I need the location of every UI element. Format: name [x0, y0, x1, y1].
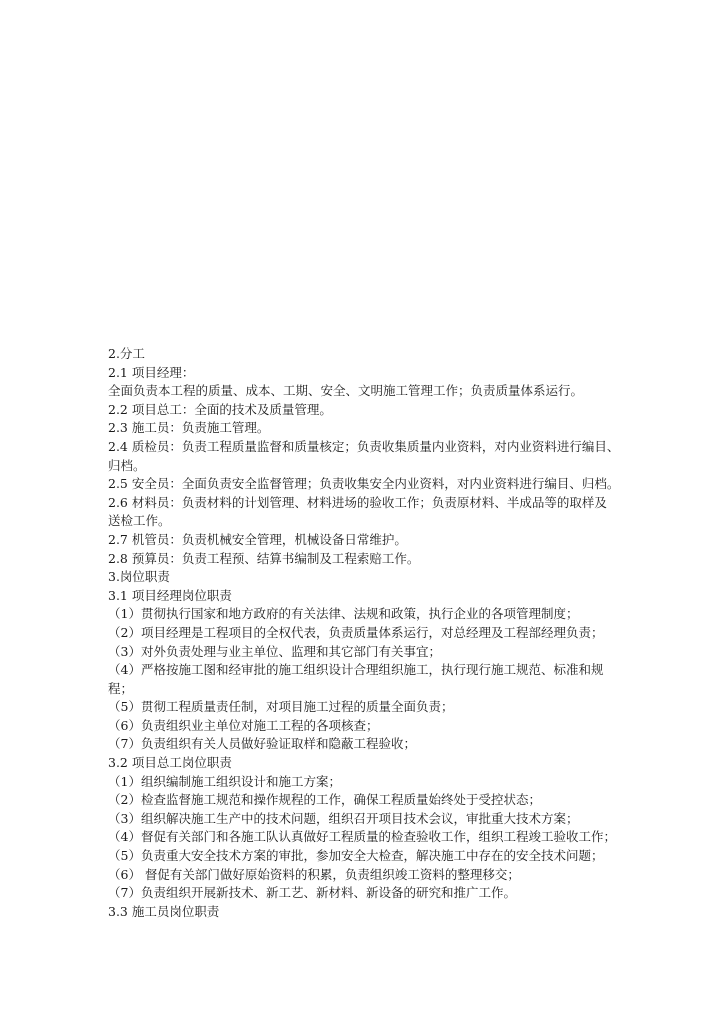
- paragraph-line: 2.8 预算员：负责工程预、结算书编制及工程索赔工作。: [108, 550, 420, 566]
- list-item: （1）贯彻执行国家和地方政府的有关法律、法规和政策，执行企业的各项管理制度；: [108, 606, 579, 622]
- subsection-heading: 2.1 项目经理：: [108, 364, 195, 380]
- subsection-heading: 3.2 项目总工岗位职责: [108, 755, 232, 771]
- subsection-heading: 3.3 施工员岗位职责: [108, 903, 220, 919]
- list-item: （7）负责组织开展新技术、新工艺、新材料、新设备的研究和推广工作。: [108, 885, 516, 901]
- list-item: （6）负责组织业主单位对施工工程的各项核查；: [108, 717, 379, 733]
- section-heading: 2.分工: [108, 346, 145, 361]
- list-item: （3）组织解决施工生产中的技术问题，组织召开项目技术会议，审批重大技术方案；: [108, 810, 579, 826]
- list-item: （4）督促有关部门和各施工队认真做好工程质量的检查验收工作，组织工程竣工验收工作；: [108, 829, 616, 845]
- list-item: （6） 督促有关部门做好原始资料的积累，负责组织竣工资料的整理移交；: [108, 866, 520, 882]
- list-item: 程；: [108, 680, 134, 696]
- paragraph-line: 2.6 材料员：负责材料的计划管理、材料进场的验收工作；负责原材料、半成品等的取样及: [108, 494, 607, 510]
- paragraph-line: 2.7 机管员：负责机械安全管理，机械设备日常维护。: [108, 531, 407, 547]
- paragraph-line: 送检工作。: [108, 513, 171, 529]
- list-item: （2）项目经理是工程项目的全权代表，负责质量体系运行，对总经理及工程部经理负责；: [108, 624, 604, 640]
- list-item: （2）检查监督施工规范和操作规程的工作，确保工程质量始终处于受控状态；: [108, 792, 541, 808]
- section-heading: 3.岗位职责: [108, 569, 170, 585]
- paragraph-line: 归档。: [108, 457, 146, 473]
- paragraph-line: 全面负责本工程的质量、成本、工期、安全、文明施工管理工作；负责质量体系运行。: [108, 383, 584, 399]
- paragraph-line: 2.4 质检员：负责工程质量监督和质量核定；负责收集质量内业资料，对内业资料进行编目、: [108, 438, 620, 454]
- paragraph-line: 2.3 施工员：负责施工管理。: [108, 420, 270, 436]
- list-item: （7）负责组织有关人员做好验证取样和隐蔽工程验收；: [108, 736, 416, 752]
- list-item: （3）对外负责处理与业主单位、监理和其它部门有关事宜；: [108, 643, 441, 659]
- subsection-heading: 3.1 项目经理岗位职责: [108, 587, 232, 603]
- paragraph-line: 2.5 安全员：全面负责安全监督管理；负责收集安全内业资料，对内业资料进行编目、归档。: [108, 476, 620, 492]
- list-item: （5）负责重大安全技术方案的审批，参加安全大检查，解决施工中存在的安全技术问题；: [108, 848, 604, 864]
- document-body: [108, 345, 628, 921]
- list-item: （4）严格按施工图和经审批的施工组织设计合理组织施工，执行现行施工规范、标准和规: [108, 662, 604, 678]
- list-item: （5）贯彻工程质量责任制，对项目施工过程的质量全面负责；: [108, 699, 454, 715]
- paragraph-line: 2.2 项目总工：全面的技术及质量管理。: [108, 401, 332, 417]
- list-item: （1）组织编制施工组织设计和施工方案；: [108, 773, 341, 789]
